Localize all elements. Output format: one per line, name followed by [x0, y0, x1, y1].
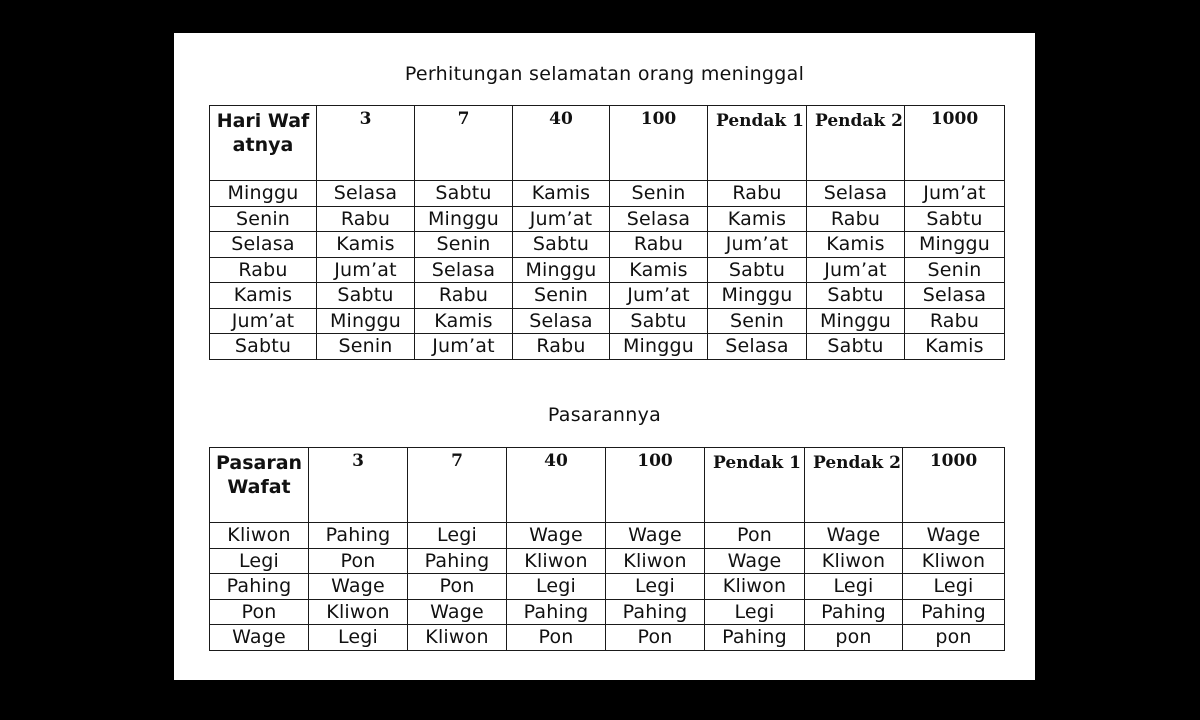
- row-label-cell: Kamis: [210, 283, 317, 309]
- table-cell: Jum’at: [415, 334, 513, 360]
- table-cell: Kamis: [905, 334, 1005, 360]
- table-cell: Jum’at: [513, 206, 610, 232]
- row-label-cell: Pahing: [210, 574, 309, 600]
- table-row: [210, 548, 1005, 574]
- table-cell: Wage: [507, 523, 606, 549]
- table-cell: Minggu: [513, 257, 610, 283]
- header-day-1000: 1000: [905, 106, 1005, 181]
- table-cell: Jum’at: [708, 232, 807, 258]
- table-row: [210, 625, 1005, 651]
- table-caption-selamatan: Perhitungan selamatan orang meninggal: [404, 63, 805, 85]
- table-row: [210, 257, 1005, 283]
- table-cell: Kliwon: [705, 574, 805, 600]
- table-cell: Sabtu: [317, 283, 415, 309]
- table-cell: Minggu: [610, 334, 708, 360]
- table-cell: Rabu: [610, 232, 708, 258]
- table-cell: Kamis: [610, 257, 708, 283]
- table-cell: Selasa: [317, 181, 415, 207]
- table-cell: Pon: [309, 548, 408, 574]
- table-cell: Sabtu: [513, 232, 610, 258]
- table-cell: Wage: [805, 523, 903, 549]
- table-caption-pasaran: Pasarannya: [547, 404, 662, 426]
- header-day-7: 7: [415, 106, 513, 181]
- table-cell: Pahing: [606, 599, 705, 625]
- table-cell: Kamis: [807, 232, 905, 258]
- table-cell: Minggu: [317, 308, 415, 334]
- table-cell: Pon: [705, 523, 805, 549]
- table-cell: Kamis: [513, 181, 610, 207]
- table-cell: Wage: [705, 548, 805, 574]
- table-cell: Wage: [408, 599, 507, 625]
- table-cell: Pahing: [805, 599, 903, 625]
- table-cell: Kliwon: [309, 599, 408, 625]
- row-label-cell: Minggu: [210, 181, 317, 207]
- row-label-cell: Senin: [210, 206, 317, 232]
- table-cell: Selasa: [807, 181, 905, 207]
- table-cell: Sabtu: [708, 257, 807, 283]
- table-cell: Sabtu: [610, 308, 708, 334]
- header-row: [210, 448, 1005, 523]
- table-cell: Senin: [610, 181, 708, 207]
- table-cell: Kamis: [708, 206, 807, 232]
- table-cell: Rabu: [317, 206, 415, 232]
- header-day-3: 3: [317, 106, 415, 181]
- header-day-1000: 1000: [903, 448, 1005, 523]
- table-cell: Selasa: [415, 257, 513, 283]
- table-cell: Pahing: [705, 625, 805, 651]
- table-cell: Selasa: [610, 206, 708, 232]
- document-page: [174, 33, 1035, 680]
- table-cell: Pon: [606, 625, 705, 651]
- table-row: [210, 181, 1005, 207]
- table-cell: Kliwon: [903, 548, 1005, 574]
- table-cell: pon: [805, 625, 903, 651]
- table-cell: Legi: [606, 574, 705, 600]
- row-label-cell: Legi: [210, 548, 309, 574]
- table-cell: Legi: [805, 574, 903, 600]
- header-row: [210, 106, 1005, 181]
- row-label-cell: Jum’at: [210, 308, 317, 334]
- table-cell: Minggu: [905, 232, 1005, 258]
- table-cell: Kliwon: [805, 548, 903, 574]
- table-row: [210, 574, 1005, 600]
- table-cell: Selasa: [513, 308, 610, 334]
- table-cell: Kliwon: [507, 548, 606, 574]
- row-label-cell: Kliwon: [210, 523, 309, 549]
- header-day-100: 100: [606, 448, 705, 523]
- pasaran-table: [209, 447, 1005, 651]
- table-cell: Minggu: [415, 206, 513, 232]
- table-row: [210, 523, 1005, 549]
- header-day-100: 100: [610, 106, 708, 181]
- table-cell: Rabu: [807, 206, 905, 232]
- table-cell: Jum’at: [317, 257, 415, 283]
- row-label-cell: Pon: [210, 599, 309, 625]
- header-day-40: 40: [507, 448, 606, 523]
- header-pendak-1: Pendak 1: [705, 448, 805, 523]
- row-label-cell: Rabu: [210, 257, 317, 283]
- table-cell: Jum’at: [807, 257, 905, 283]
- table-cell: Selasa: [905, 283, 1005, 309]
- row-label-cell: Wage: [210, 625, 309, 651]
- header-hari-wafatnya: Hari Wafatnya: [210, 106, 317, 181]
- table-cell: Legi: [903, 574, 1005, 600]
- table-cell: Senin: [415, 232, 513, 258]
- header-day-7: 7: [408, 448, 507, 523]
- table-row: [210, 283, 1005, 309]
- table-cell: Sabtu: [807, 334, 905, 360]
- table-cell: Sabtu: [807, 283, 905, 309]
- table-cell: Pahing: [408, 548, 507, 574]
- table-cell: Sabtu: [905, 206, 1005, 232]
- table-cell: Sabtu: [415, 181, 513, 207]
- table-cell: Rabu: [415, 283, 513, 309]
- table-row: [210, 334, 1005, 360]
- table-cell: Wage: [606, 523, 705, 549]
- table-cell: Senin: [708, 308, 807, 334]
- header-day-40: 40: [513, 106, 610, 181]
- header-pasaran-wafat: Pasaran Wafat: [210, 448, 309, 523]
- header-pendak-1: Pendak 1: [708, 106, 807, 181]
- row-label-cell: Sabtu: [210, 334, 317, 360]
- table-cell: Rabu: [708, 181, 807, 207]
- table-cell: Legi: [309, 625, 408, 651]
- table-row: [210, 206, 1005, 232]
- table-row: [210, 599, 1005, 625]
- table-cell: Jum’at: [610, 283, 708, 309]
- table-cell: Senin: [513, 283, 610, 309]
- table-cell: Pahing: [903, 599, 1005, 625]
- table-cell: Kliwon: [606, 548, 705, 574]
- table-cell: Kamis: [317, 232, 415, 258]
- table-cell: Legi: [408, 523, 507, 549]
- table-cell: Pahing: [309, 523, 408, 549]
- table-cell: Legi: [507, 574, 606, 600]
- table-cell: Selasa: [708, 334, 807, 360]
- table-cell: Senin: [905, 257, 1005, 283]
- table-row: [210, 308, 1005, 334]
- table-cell: Wage: [309, 574, 408, 600]
- table-cell: Legi: [705, 599, 805, 625]
- selamatan-table: [209, 105, 1005, 360]
- table-cell: Rabu: [905, 308, 1005, 334]
- table-cell: Rabu: [513, 334, 610, 360]
- table-row: [210, 232, 1005, 258]
- table-cell: Wage: [903, 523, 1005, 549]
- header-day-3: 3: [309, 448, 408, 523]
- row-label-cell: Selasa: [210, 232, 317, 258]
- table-cell: Minggu: [807, 308, 905, 334]
- header-pendak-2: Pendak 2: [805, 448, 903, 523]
- header-pendak-2: Pendak 2: [807, 106, 905, 181]
- table-cell: Pahing: [507, 599, 606, 625]
- table-cell: Pon: [408, 574, 507, 600]
- table-cell: Jum’at: [905, 181, 1005, 207]
- table-cell: Kamis: [415, 308, 513, 334]
- table-cell: Minggu: [708, 283, 807, 309]
- table-cell: Senin: [317, 334, 415, 360]
- table-cell: Pon: [507, 625, 606, 651]
- table-cell: pon: [903, 625, 1005, 651]
- table-cell: Kliwon: [408, 625, 507, 651]
